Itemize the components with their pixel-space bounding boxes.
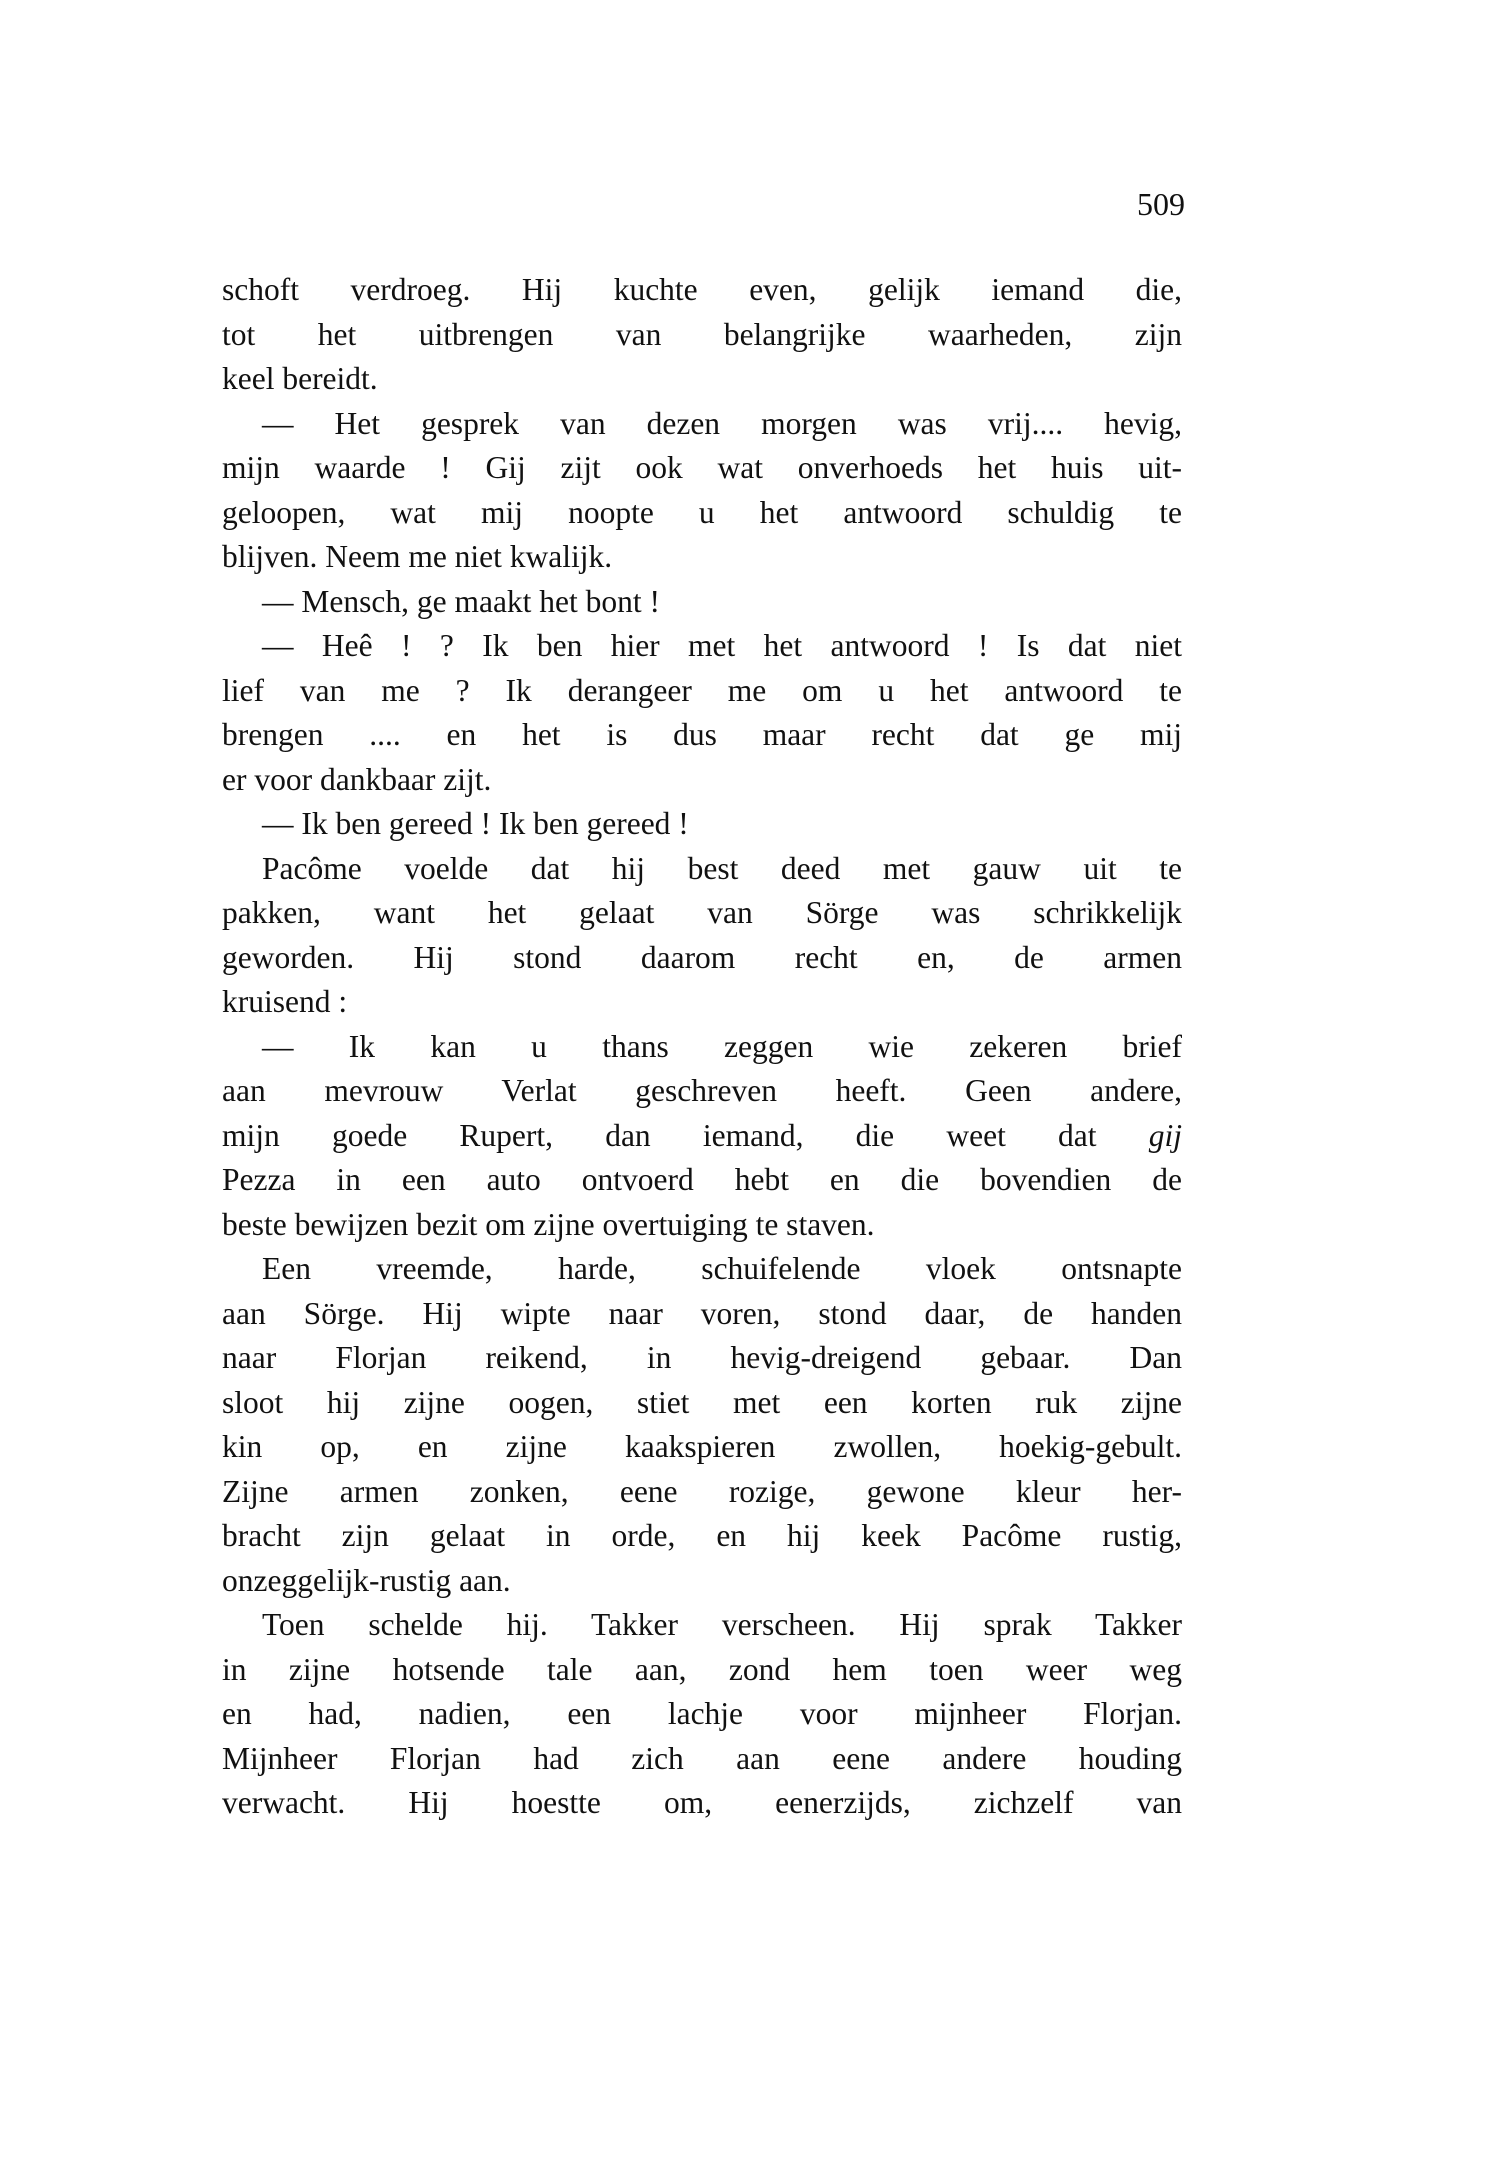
text-line xyxy=(222,446,1182,491)
text-line xyxy=(222,624,1182,669)
text-line xyxy=(222,980,1182,1025)
text-line xyxy=(222,1292,1182,1337)
text-line xyxy=(222,357,1182,402)
text-line-content: Pezza in een auto ontvoerd hebt en die bovendien de xyxy=(222,1162,1182,1197)
text-line-content: in zijne hotsende tale aan, zond hem toen weer weg xyxy=(222,1651,1182,1687)
text-line xyxy=(222,1025,1182,1070)
text-line xyxy=(222,1514,1182,1559)
text-line-content: bracht zijn gelaat in orde, en hij keek Pacôme rustig, xyxy=(222,1518,1182,1553)
page-number: 509 xyxy=(1137,186,1185,222)
text-line-content: Een vreemde, harde, schuifelende vloek ontsnapte xyxy=(262,1251,1182,1286)
text-line xyxy=(222,1470,1182,1515)
text-line xyxy=(222,1603,1182,1648)
text-line xyxy=(222,713,1182,758)
text-line xyxy=(222,268,1182,313)
text-line xyxy=(222,1381,1182,1426)
text-line-content: brengen .... en het is dus maar recht dat ge mij xyxy=(222,717,1182,752)
text-line xyxy=(222,1692,1182,1737)
text-line xyxy=(222,491,1182,536)
text-line-content: schoft verdroeg. Hij kuchte even, gelijk iemand die, xyxy=(222,272,1182,307)
text-line xyxy=(222,535,1182,580)
text-line-content: Pacôme voelde dat hij best deed met gauw uit te xyxy=(262,850,1182,886)
text-line-content: — Heê ! ? Ik ben hier met het antwoord ! Is dat niet xyxy=(262,628,1182,663)
text-line-content: beste bewijzen bezit om zijne overtuiging te staven. xyxy=(222,1206,875,1242)
text-line-content: lief van me ? Ik derangeer me om u het antwoord te xyxy=(222,672,1182,708)
text-line-content: geworden. Hij stond daarom recht en, de armen xyxy=(222,939,1182,975)
text-line xyxy=(222,313,1182,358)
text-line-content: tot het uitbrengen van belangrijke waarheden, zijn xyxy=(222,316,1182,352)
text-line-content: verwacht. Hij hoestte om, eenerzijds, zichzelf van xyxy=(222,1785,1182,1820)
text-line xyxy=(222,1559,1182,1604)
text-line-content: kruisend : xyxy=(222,984,348,1019)
text-line-content: sloot hij zijne oogen, stiet met een korten ruk zijne xyxy=(222,1384,1182,1420)
text-line-content: er voor dankbaar zijt. xyxy=(222,761,492,797)
text-line-content: — Ik kan u thans zeggen wie zekeren brief xyxy=(262,1028,1182,1064)
text-line xyxy=(222,402,1182,447)
text-line-content: mijn waarde ! Gij zijt ook wat onverhoeds het huis uit- xyxy=(222,450,1182,485)
text-line xyxy=(222,1069,1182,1114)
text-line-content: — Mensch, ge maakt het bont ! xyxy=(262,583,661,619)
italic-word: gij xyxy=(1148,1117,1183,1153)
text-line-content: Zijne armen zonken, eene rozige, gewone kleur her- xyxy=(222,1473,1182,1509)
text-line-content: mijn goede Rupert, dan iemand, die weet dat xyxy=(222,1117,1097,1153)
text-line xyxy=(222,580,1182,625)
text-line xyxy=(222,891,1182,936)
text-line xyxy=(222,1158,1182,1203)
text-line xyxy=(222,802,1182,847)
text-line-content: blijven. Neem me niet kwalijk. xyxy=(222,539,613,574)
text-line xyxy=(222,1203,1182,1248)
text-line-content: geloopen, wat mij noopte u het antwoord schuldig te xyxy=(222,494,1182,530)
text-line xyxy=(222,1781,1182,1826)
text-line-content: aan mevrouw Verlat geschreven heeft. Geen andere, xyxy=(222,1073,1182,1108)
text-line-content: keel bereidt. xyxy=(222,361,378,396)
text-line xyxy=(222,1114,1182,1159)
text-line-content: aan Sörge. Hij wipte naar voren, stond daar, de handen xyxy=(222,1295,1182,1331)
text-line-content: kin op, en zijne kaakspieren zwollen, hoekig-gebult. xyxy=(222,1429,1182,1464)
text-line xyxy=(222,758,1182,803)
text-line xyxy=(222,936,1182,981)
text-line xyxy=(222,1247,1182,1292)
text-line-content: — Ik ben gereed ! Ik ben gereed ! xyxy=(262,806,689,841)
body-text xyxy=(222,268,1182,1826)
text-line xyxy=(222,1648,1182,1693)
text-line-content: en had, nadien, een lachje voor mijnheer Florjan. xyxy=(222,1696,1182,1731)
text-line-content: pakken, want het gelaat van Sörge was schrikkelijk xyxy=(222,895,1182,930)
text-line xyxy=(222,1336,1182,1381)
text-line xyxy=(222,1425,1182,1470)
text-line-content: Mijnheer Florjan had zich aan eene andere houding xyxy=(222,1740,1182,1776)
text-line-content: — Het gesprek van dezen morgen was vrij.... hevig, xyxy=(262,405,1182,441)
text-line-content: onzeggelijk-rustig aan. xyxy=(222,1562,511,1598)
text-line xyxy=(222,847,1182,892)
text-line-content: naar Florjan reikend, in hevig-dreigend gebaar. Dan xyxy=(222,1340,1182,1375)
text-line xyxy=(222,1737,1182,1782)
text-line xyxy=(222,669,1182,714)
text-line-content: Toen schelde hij. Takker verscheen. Hij sprak Takker xyxy=(262,1607,1182,1642)
